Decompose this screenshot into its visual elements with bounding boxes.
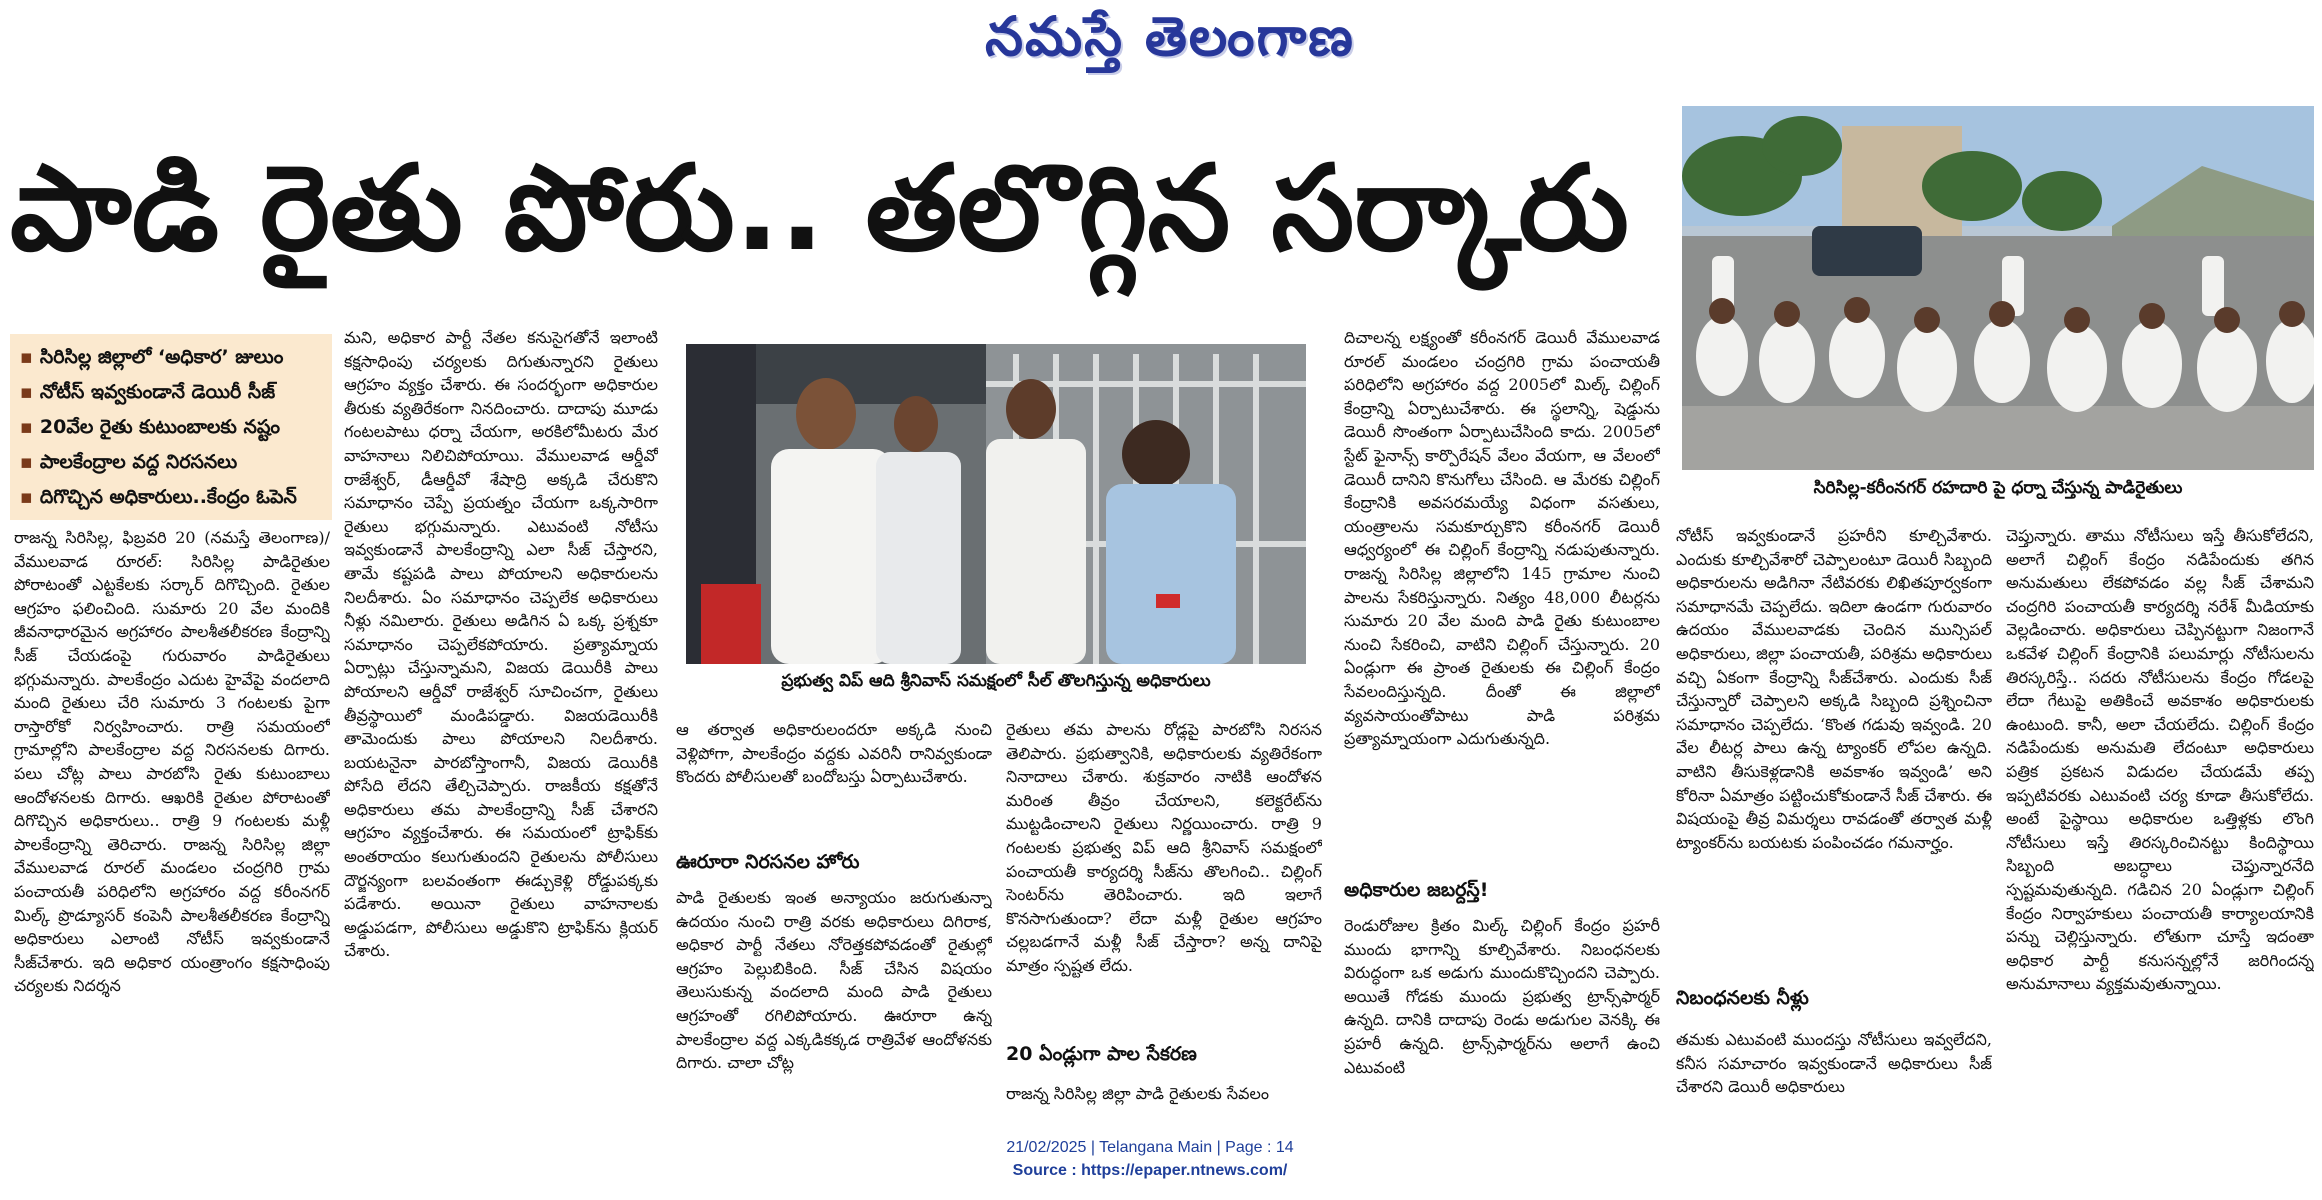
main-headline: పాడి రైతు పోరు.. తలొగ్గిన సర్కారు	[10, 139, 1629, 277]
left-photo-caption: ప్రభుత్వ విప్ ఆది శ్రీనివాస్ సమక్షంలో సీల్ తొలగిస్తున్న అధికారులు	[781, 671, 1211, 691]
article-text: చెప్తున్నారు. తాము నోటీసులు ఇస్తే తీసుకోలేదని, అలాగే చిల్లింగ్ కేంద్రం నడిపేందుకు తగిన అనుమతులు లేకపోవడం వల్ల సీజ్ చేశామని చంద్రగిరి పంచాయతీ కార్యదర్శి నరేశ్ మీడియాకు వెల్లడించారు. అధికారులు చెప్పినట్టుగా నిజంగానే ఒకవేళ చిల్లింగ్ కేంద్రానికి పలుమార్లు నోటీసులను తిరస్కరిస్తే.. సదరు నోటీసులను కేంద్రం గోడలపై లేదా గేటుపై అతికించే అవకాశం అధికారులకు ఉంటుంది. కానీ, అలా చేయలేదు. చిల్లింగ్ కేంద్రం నడిపేందుకు అనుమతి లేదంటూ అధికారులు పత్రిక ప్రకటన విడుదల చేయడమే తప్ప ఇప్పటివరకు ఎటువంటి చర్య కూడా తీసుకోలేదు. అంటే పైస్థాయి అధికారుల ఒత్తిళ్లకు లొంగి నోటీసులు ఇస్తే తిరస్కరించినట్టు కిందిస్థాయి సిబ్బంది అబద్ధాలు చెప్తున్నారనేది స్పష్టమవుతున్నది. గడిచిన 20 ఏండ్లుగా చిల్లింగ్ కేంద్రం నిర్వాహకులు పంచాయతీ కార్యాలయానికి పన్ను చెల్లిస్తున్నారు. లోతుగా చూస్తే ఇదంతా అధికార పార్టీ కనుసన్నల్లోనే జరిగిందన్న అనుమానాలు వ్యక్తమవుతున్నాయి.	[2006, 526, 2314, 994]
article-text: తమకు ఎటువంటి ముందస్తు నోటీసులు ఇవ్వలేదని, కనీస సమాచారం ఇవ్వకుండానే అధికారులు సీజ్ చేశారని డెయిరీ అధికారులు	[1676, 1030, 1992, 1097]
subheading-officials: అధికారుల జబర్దస్త్!	[1344, 879, 1489, 901]
highlight-item: ▪ సిరిసిల్ల జిల్లాలో ‘అధికార’ జులుం	[20, 340, 322, 375]
article-column-1	[14, 526, 330, 1108]
article-column-2	[344, 326, 658, 1108]
article-column-5	[1344, 326, 1660, 868]
page-footer	[900, 1136, 1400, 1182]
article-column-3b	[676, 886, 992, 1108]
newspaper-masthead: నమస్తే తెలంగాణ	[985, 4, 1355, 68]
article-column-4b	[1006, 1082, 1322, 1108]
highlight-item: ▪ దిగొచ్చిన అధికారులు..కేంద్రం ఓపెన్	[20, 480, 322, 515]
article-text: రాజన్న సిరిసిల్ల జిల్లా పాడి రైతులకు సేవలం	[1006, 1084, 1269, 1103]
article-column-5b	[1344, 914, 1660, 1108]
footer-source-link[interactable]: Source : https://epaper.ntnews.com/	[1012, 1162, 1288, 1179]
article-column-4	[1006, 718, 1322, 1032]
article-text: రైతులు తమ పాలను రోడ్లపై పారబోసి నిరసన తెలిపారు. ప్రభుత్వానికి, అధికారులకు వ్యతిరేకంగా నినాదాలు చేశారు. శుక్రవారం నాటికి ఆందోళన మరింత తీవ్రం చేయాలని, కలెక్టరేట్‌ను ముట్టడించాలని రైతులు నిర్ణయించారు. రాత్రి 9 గంటలకు ప్రభుత్వ విప్ ఆది శ్రీనివాస్ సమక్షంలో పంచాయతీ కార్యదర్శి సీజ్‌ను తొలగించి.. చిల్లింగ్ సెంటర్‌ను తెరిపించారు. ఇది ఇలాగే కొనసాగుతుందా? లేదా మళ్లీ రైతుల ఆగ్రహం చల్లబడగానే మళ్లీ సీజ్ చేస్తారా? అన్న దానిపై మాత్రం స్పష్టత లేదు.	[1006, 720, 1322, 975]
article-text: పాడి రైతులకు ఇంత అన్యాయం జరుగుతున్నా ఉదయం నుంచి రాత్రి వరకు అధికారులు దిగిరాక, అధికార పార్టీ నేతలు నోరెత్తకపోవడంతో రైతుల్లో ఆగ్రహం పెల్లుబికింది. సీజ్ చేసిన విషయం తెలుసుకున్న వందలాది మంది పాడి రైతులు ఆగ్రహంతో రగిలిపోయారు. ఊరూరా ఉన్న పాలకేంద్రాల వద్ద ఎక్కడికక్కడ రాత్రివేళ ఆందోళనకు దిగారు. చాలా చోట్ల	[676, 888, 992, 1073]
farmers-dharna-photo	[1682, 106, 2314, 470]
subheading-rules: నిబంధనలకు నీళ్లు	[1676, 987, 1809, 1009]
right-photo-caption: సిరిసిల్ల-కరీంనగర్ రహదారి పై ధర్నా చేస్తున్న పాడిరైతులు	[1813, 478, 2183, 498]
subheading-milk-collection: 20 ఏండ్లుగా పాల సేకరణ	[1006, 1043, 1197, 1065]
article-column-3	[676, 718, 992, 838]
highlights-list	[20, 340, 322, 515]
article-text: రాజన్న సిరిసిల్ల, ఫిబ్రవరి 20 (నమస్తే తెలంగాణ)/వేములవాడ రూరల్: సిరిసిల్ల పాడిరైతుల పోరాటంతో ఎట్టకేలకు సర్కార్ దిగొచ్చింది. రైతుల ఆగ్రహం ఫలించింది. సుమారు 20 వేల మందికి జీవనాధారమైన అగ్రహారం పాలశీతలీకరణ కేంద్రాన్ని సీజ్ చేయడంపై గురువారం పాడిరైతులు భగ్గుమన్నారు. పాలకేంద్రం ఎదుట హైవేపై వందలాది మంది రైతులు చేరి సుమారు 3 గంటలకు పైగా రాస్తారోకో నిర్వహించారు. రాత్రి సమయంలో గ్రామాల్లోని పాలకేంద్రాల వద్ద నిరసనలకు దిగారు. పలు చోట్ల పాలు పారబోసి రైతు కుటుంబాలు ఆందోళనలకు దిగారు. ఆఖరికి రైతుల పోరాటంతో దిగొచ్చిన అధికారులు.. రాత్రి 9 గంటలకు మళ్లీ పాలకేంద్రాన్ని తెరిచారు. రాజన్న సిరిసిల్ల జిల్లా వేములవాడ రూరల్ మండలం చంద్రగిరి గ్రామ పంచాయతీ పరిధిలోని అగ్రహారం వద్ద కరీంనగర్ మిల్క్ ప్రొడ్యూసర్ కంపెనీ పాలశీతలీకరణ కేంద్రాన్ని అధికారులు ఎలాంటి నోటీస్ ఇవ్వకుండానే సీజ్‌చేశారు. ఇది అధికార యంత్రాంగం కక్షసాధింపు చర్యలకు నిదర్శన	[14, 528, 330, 996]
article-text: దిచాలన్న లక్ష్యంతో కరీంనగర్ డెయిరీ వేములవాడ రూరల్ మండలం చంద్రగిరి గ్రామ పంచాయతీ పరిధిలోని అగ్రహారం వద్ద 2005లో మిల్క్ చిల్లింగ్ కేంద్రాన్ని ఏర్పాటుచేశారు. ఈ స్థలాన్ని, షెడ్డును డెయిరీ సొంతంగా ఏర్పాటుచేసింది కాదు. 2005లో స్టేట్ ఫైనాన్స్ కార్పొరేషన్ వేలం వేయగా, ఆ వేలంలో డెయిరీ దానిని కొనుగోలు చేసింది. ఆ మేరకు చిల్లింగ్ కేంద్రానికి అవసరమయ్యే విధంగా వసతులు, యంత్రాలను సమకూర్చుకొని కరీంనగర్ డెయిరీ ఆధ్వర్యంలో ఈ చిల్లింగ్ కేంద్రాన్ని నడుపుతున్నారు. రాజన్న సిరిసిల్ల జిల్లాలోని 145 గ్రామాల నుంచి పాలను సేకరిస్తున్నారు. నిత్యం 48,000 లీటర్లను సుమారు 20 వేల మంది పాడి రైతు కుటుంబాల నుంచి సేకరించి, వాటిని చిల్లింగ్ చేస్తున్నారు. 20 ఏండ్లుగా ఈ ప్రాంత రైతులకు ఈ చిల్లింగ్ కేంద్రం సేవలందిస్తున్నది. దీంతో ఈ జిల్లాలో వ్యవసాయంతోపాటు పాడి పరిశ్రమ ప్రత్యామ్నాయంగా ఎదుగుతున్నది.	[1344, 328, 1660, 749]
article-column-6	[1676, 524, 1992, 966]
article-text: మని, అధికార పార్టీ నేతల కనుసైగతోనే ఇలాంటి కక్షసాధింపు చర్యలకు దిగుతున్నారని రైతులు ఆగ్రహం వ్యక్తం చేశారు. ఈ సందర్భంగా అధికారుల తీరుకు వ్యతిరేకంగా నినదించారు. దాదాపు మూడు గంటలపాటు ధర్నా చేయగా, అరకిలోమీటరు మేర వాహనాలు నిలిచిపోయాయి. వేములవాడ ఆర్డీవో రాజేశ్వర్, డీఆర్డీవో శేషాద్రి అక్కడి చేరుకొని సమాధానం చెప్పే ప్రయత్నం చేయగా ఒక్కసారిగా రైతులు భగ్గుమన్నారు. ఎటువంటి నోటీసు ఇవ్వకుండానే పాలకేంద్రాన్ని ఎలా సీజ్ చేస్తారని, తామే కష్టపడి పాలు పోయాలని అధికారులను నిలదీశారు. ఏం సమాధానం చెప్పలేక అధికారులు నీళ్లు నమిలారు. రైతులు అడిగిన ఏ ఒక్క ప్రశ్నకూ సమాధానం చెప్పలేకపోయారు. ప్రత్యామ్నాయ ఏర్పాట్లు చేస్తున్నామని, విజయ డెయిరీకి పాలు పోయాలని ఆర్డీవో రాజేశ్వర్ సూచించగా, రైతులు తీవ్రస్థాయిలో మండిపడ్డారు. విజయడెయిరీకి తామెందుకు పాలు పోయాలని నిలదీశారు. బయటనైనా పారబోస్తాంగానీ, విజయ డెయిరీకి పోసేది లేదని తేల్చిచెప్పారు. రాజకీయ కక్షతోనే అధికారులు తమ పాలకేంద్రాన్ని సీజ్ చేశారని ఆగ్రహం వ్యక్తంచేశారు. ఈ సమయంలో ట్రాఫిక్‌కు అంతరాయం కలుగుతుందని రైతులను పోలీసులు దౌర్జన్యంగా బలవంతంగా ఈడ్చుకెళ్లి రోడ్డుపక్కకు పడేశారు. అయినా రైతులు వాహనాలకు అడ్డుపడగా, పోలీసులు అడ్డుకొని ట్రాఫిక్‌ను క్లియర్ చేశారు.	[344, 328, 658, 961]
article-text: రెండురోజుల క్రితం మిల్క్ చిల్లింగ్ కేంద్రం ప్రహరీ ముందు భాగాన్ని కూల్చివేశారు. నిబంధనలకు విరుద్ధంగా ఒక అడుగు ముందుకొచ్చిందని చెప్పారు. అయితే గోడకు ముందు ప్రభుత్వ ట్రాన్స్‌ఫార్మర్ ఉన్నది. దానికి దాదాపు రెండు అడుగుల వెనక్కి ఈ ప్రహరీ ఉన్నది. ట్రాన్స్‌ఫార్మర్‌ను అలాగే ఉంచి ఎటువంటి	[1344, 916, 1660, 1077]
highlight-item: ▪ 20వేల రైతు కుటుంబాలకు నష్టం	[20, 410, 322, 445]
highlights-box	[10, 334, 332, 520]
highlight-item: ▪ నోటీస్ ఇవ్వకుండానే డెయిరీ సీజ్	[20, 375, 322, 410]
photo-illustration	[1682, 106, 2314, 470]
article-text: నోటీస్ ఇవ్వకుండానే ప్రహరీని కూల్చివేశారు. ఎందుకు కూల్చివేశారో చెప్పాలంటూ డెయిరీ సిబ్బంది అధికారులను అడిగినా నేటివరకు లిఖితపూర్వకంగా సమాధానమే చెప్పలేదు. ఇదిలా ఉండగా గురువారం ఉదయం వేములవాడకు చెందిన మున్సిపల్ అధికారులు, జిల్లా పంచాయతీ, పరిశ్రమ అధికారులు వచ్చి ఏకంగా కేంద్రాన్ని సీజ్‌చేశారు. ఎందుకు సీజ్ చేస్తున్నారో చెప్పాలని అక్కడి సిబ్బంది ప్రశ్నించినా సమాధానం చెప్పలేదు. ‘కొంత గడువు ఇవ్వండి. 20 వేల లీటర్ల పాలు ఉన్న ట్యాంకర్ లోపల ఉన్నది. వాటిని తీసుకెళ్లడానికి అవకాశం ఇవ్వండి’ అని కోరినా ఏమాత్రం పట్టించుకోకుండానే సీజ్ చేశారు. ఈ విషయంపై తీవ్ర విమర్శలు రావడంతో తర్వాత మళ్లీ ట్యాంకర్‌ను బయటకు పంపించడం గమనార్హం.	[1676, 526, 1992, 852]
highlight-item: ▪ పాలకేంద్రాల వద్ద నిరసనలు	[20, 445, 322, 480]
article-column-6b	[1676, 1028, 1992, 1108]
footer-date-edition: 21/02/2025 | Telangana Main | Page : 14	[1006, 1139, 1294, 1156]
photo-illustration	[686, 344, 1306, 664]
officials-removing-seal-photo	[686, 344, 1306, 664]
article-text: ఆ తర్వాత అధికారులందరూ అక్కడి నుంచి వెళ్లిపోగా, పాలకేంద్రం వద్దకు ఎవరినీ రానివ్వకుండా కొందరు పోలీసులతో బందోబస్తు ఏర్పాటుచేశారు.	[676, 720, 992, 787]
article-column-7	[2006, 524, 2314, 1108]
subheading-protests: ఊరూరా నిరసనల హోరు	[676, 851, 860, 873]
